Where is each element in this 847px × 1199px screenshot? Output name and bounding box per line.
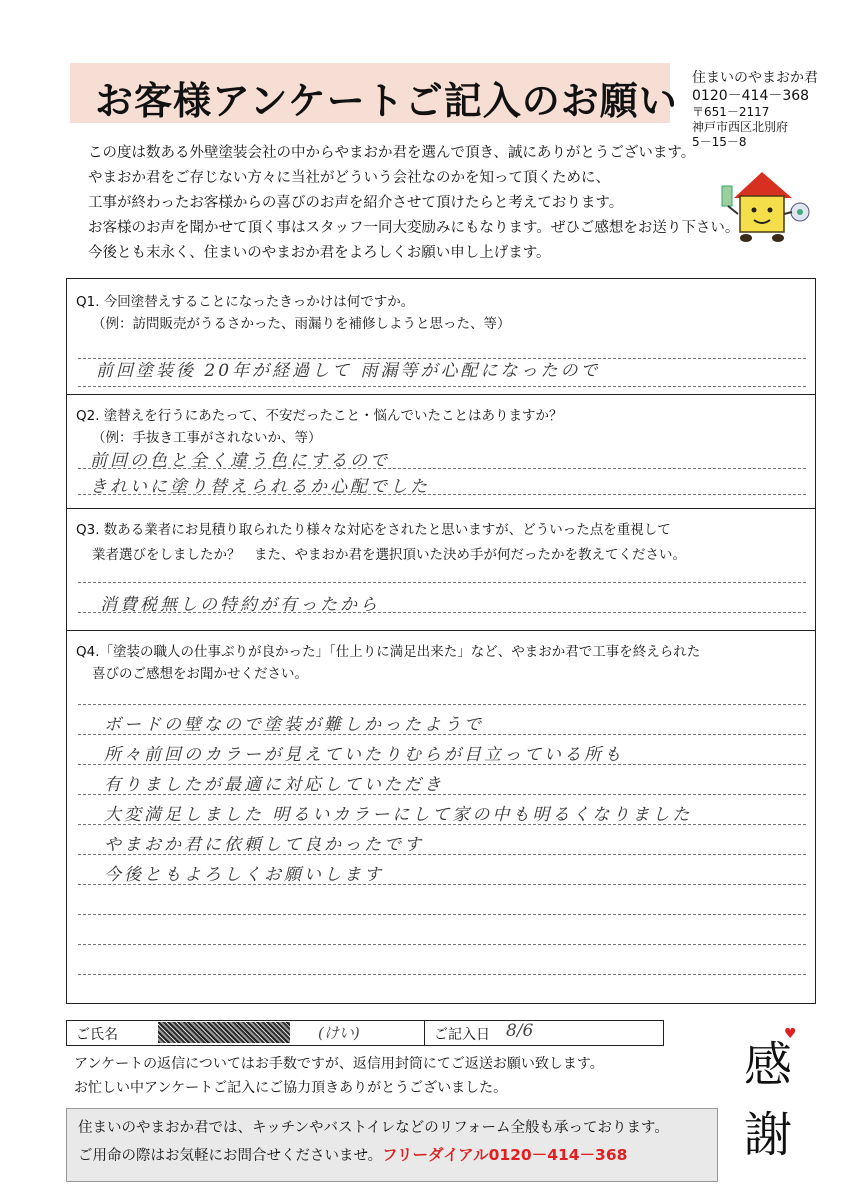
answer-line xyxy=(78,704,806,705)
heart-icon: ♥ xyxy=(784,1026,797,1042)
name-suffix: (けい) xyxy=(318,1024,360,1042)
q4-label-2: 喜びのご感想をお聞かせください。 xyxy=(92,666,308,682)
date-value: 8/6 xyxy=(506,1021,534,1041)
q1-label: Q1. 今回塗替えすることになったきっかけは何ですか。 xyxy=(76,294,415,310)
freedial-number: フリーダイアル0120－414－368 xyxy=(382,1146,628,1164)
q-divider xyxy=(66,508,816,509)
answer-line xyxy=(78,914,806,915)
q4-answer-line-2: 所々前回のカラーが見えていたりむらが目立っている所も xyxy=(104,745,624,765)
redacted-name-mask xyxy=(158,1022,290,1043)
answer-line xyxy=(78,944,806,945)
q2-answer-line-1: 前回の色と全く違う色にするので xyxy=(90,451,390,471)
q-divider xyxy=(66,630,816,631)
q2-answer-line-2: きれいに塗り替えられるか心配でした xyxy=(90,477,430,497)
company-info xyxy=(692,69,818,150)
answer-line xyxy=(78,974,806,975)
intro-line: 今後とも末永く、住まいのやまおか君をよろしくお願い申し上げます。 xyxy=(88,245,551,261)
q1-example: （例：訪問販売がうるさかった、雨漏りを補修しようと思った、等） xyxy=(92,316,511,332)
q4-answer-line-4: 大変満足しました 明るいカラーにして家の中も明るくなりました xyxy=(104,805,693,825)
note-line: アンケートの返信についてはお手数ですが、返信用封筒にてご返送お願い致します。 xyxy=(74,1056,604,1072)
intro-line: やまおか君をご存じない方々に当社がどういう会社なのかを知って頂くために、 xyxy=(88,170,610,186)
company-name: 住まいのやまおか君 xyxy=(692,70,818,86)
q3-label: Q3. 数ある業者にお見積り取られたり様々な対応をされたと思いますが、どういった点を重視して xyxy=(76,522,671,538)
kansha-stamp xyxy=(738,1030,798,1170)
kansha-char-bottom: 謝 xyxy=(743,1107,792,1163)
company-address-2: 5－15－8 xyxy=(692,135,747,149)
company-phone: 0120－414－368 xyxy=(692,88,810,104)
q4-label: Q4.「塗装の職人の仕事ぶりが良かった」「仕上りに満足出来た」など、やまおか君で工事を終えられた xyxy=(76,644,701,660)
date-label: ご記入日 xyxy=(434,1027,490,1043)
page-title: お客様アンケートご記入のお願い xyxy=(95,79,678,123)
kansha-char-top: 感 xyxy=(743,1037,792,1093)
company-postal: 〒651－2117 xyxy=(692,105,770,119)
q4-answer-line-5: やまおか君に依頼して良かったです xyxy=(104,835,424,855)
q-divider xyxy=(66,394,816,395)
q1-answer: 前回塗装後 20年が経過して 雨漏等が心配になったので xyxy=(96,361,601,381)
note-line: お忙しい中アンケートご記入にご協力頂きありがとうございました。 xyxy=(74,1080,508,1096)
name-label: ご氏名 xyxy=(76,1027,118,1043)
answer-line xyxy=(78,582,806,583)
intro-line: 工事が終わったお客様からの喜びのお声を紹介させて頂けたらと考えております。 xyxy=(88,195,624,211)
promo-line-1: 住まいのやまおか君では、キッチンやバストイレなどのリフォーム全般も承っております。 xyxy=(78,1120,669,1136)
answer-line xyxy=(78,386,806,387)
q4-answer-line-3: 有りましたが最適に対応していただき xyxy=(104,775,444,795)
closing-notes xyxy=(74,1052,604,1100)
q4-answer-line-1: ボードの壁なので塗装が難しかったようで xyxy=(104,715,484,735)
intro-line: この度は数ある外壁塗装会社の中からやまおか君を選んで頂き、誠にありがとうございます。 xyxy=(88,145,696,161)
q4-answer-line-6: 今後ともよろしくお願いします xyxy=(104,865,384,885)
q2-label: Q2. 塗替えを行うにあたって、不安だったこと・悩んでいたことはありますか？ xyxy=(76,408,563,424)
q2-example: （例：手抜き工事がされないか、等） xyxy=(92,430,322,446)
name-date-bar xyxy=(66,1020,664,1046)
q3-answer: 消費税無しの特約が有ったから xyxy=(100,595,380,615)
promo-line-2 xyxy=(78,1143,627,1165)
q3-label-2: 業者選びをしましたか？ また、やまおか君を選択頂いた決め手が何だったかを教えてください。 xyxy=(92,547,686,563)
company-address-1: 神戸市西区北別府 xyxy=(692,120,789,134)
promo-line-2-text: ご用命の際はお気軽にお問合せくださいませ。 xyxy=(78,1148,383,1164)
name-date-divider xyxy=(424,1020,425,1046)
intro-line: お客様のお声を聞かせて頂く事はスタッフ一同大変励みにもなります。ぜひご感想をお送り下さい。 xyxy=(88,220,740,236)
intro-text xyxy=(88,141,739,266)
